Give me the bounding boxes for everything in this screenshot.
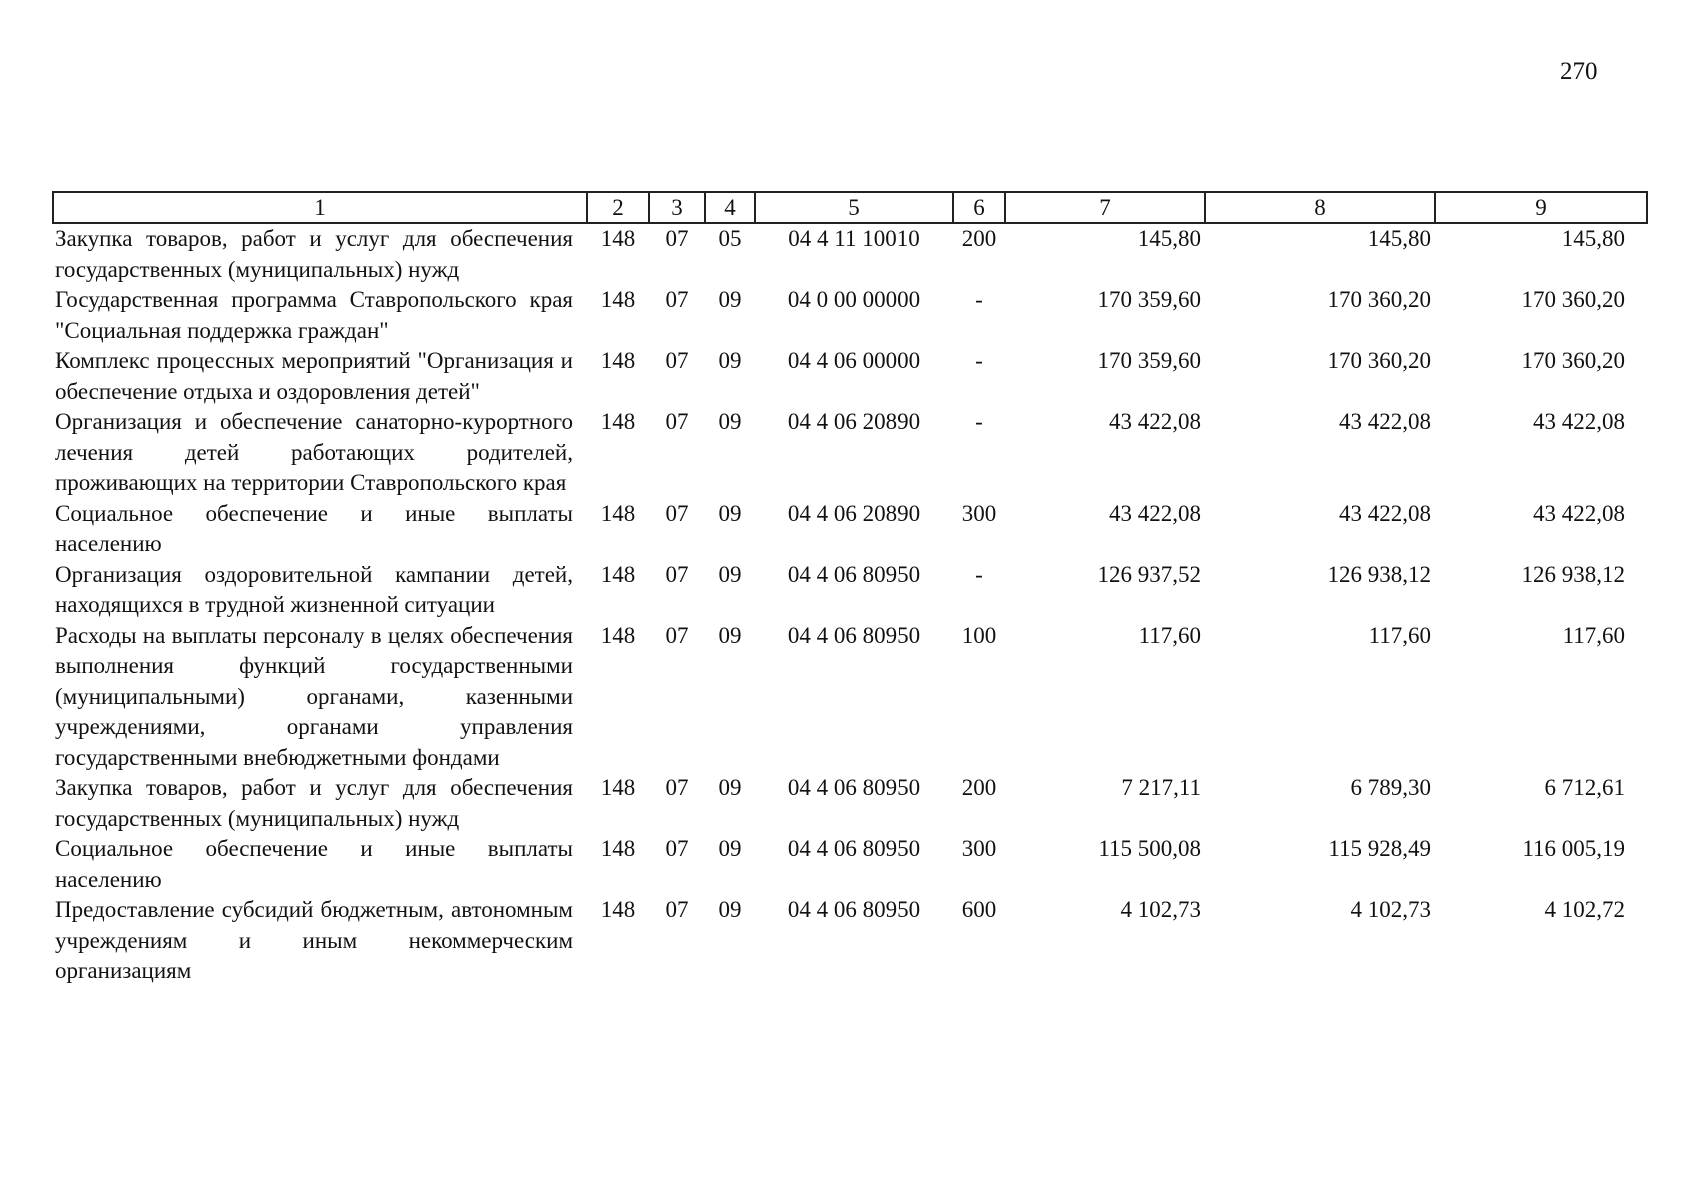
cell-amount-col9: 43 422,08 xyxy=(1533,500,1625,526)
cell-expense-type: 200 xyxy=(961,226,997,251)
row-description: Социальное обеспечение и иные выплаты населению xyxy=(55,836,573,892)
row-description: Закупка товаров, работ и услуг для обеспечения государственных (муниципальных) нужд xyxy=(55,226,573,282)
table-row xyxy=(53,895,1647,987)
row-description: Социальное обеспечение и иные выплаты населению xyxy=(55,500,573,556)
cell-section: 07 xyxy=(665,622,689,648)
cell-target-article: 04 4 06 00000 xyxy=(787,348,921,373)
cell-amount-col7: 170 359,60 xyxy=(1097,287,1201,312)
cell-amount-col7: 115 500,08 xyxy=(1098,836,1201,861)
table-header-row xyxy=(53,192,1647,223)
cell-expense-type: - xyxy=(975,348,983,373)
column-header: 8 xyxy=(1205,192,1435,223)
cell-subsection: 09 xyxy=(718,287,742,312)
cell-section: 07 xyxy=(665,897,689,922)
cell-target-article: 04 4 06 80950 xyxy=(787,897,921,922)
row-description: Организация оздоровительной кампании детей, находящихся в трудной жизненной ситуации xyxy=(55,561,573,617)
cell-target-article: 04 4 06 20890 xyxy=(787,500,921,526)
cell-expense-type: - xyxy=(975,561,983,587)
table-row xyxy=(53,834,1647,895)
cell-amount-col8: 145,80 xyxy=(1367,226,1431,251)
cell-amount-col8: 170 360,20 xyxy=(1327,287,1431,312)
row-description: Организация и обеспечение санаторно-курортного лечения детей работающих родителей, проживающих на территории Ставропольского края xyxy=(55,409,573,495)
cell-subsection: 09 xyxy=(718,836,742,861)
cell-amount-col9: 126 938,12 xyxy=(1521,561,1625,587)
cell-ministry-code: 148 xyxy=(600,561,636,587)
cell-amount-col7: 43 422,08 xyxy=(1109,409,1201,434)
cell-expense-type: 300 xyxy=(961,500,997,526)
column-header: 4 xyxy=(705,192,755,223)
cell-amount-col8: 117,60 xyxy=(1368,622,1431,648)
cell-target-article: 04 4 11 10010 xyxy=(788,226,920,251)
column-header: 7 xyxy=(1005,192,1205,223)
cell-expense-type: 200 xyxy=(961,775,997,800)
row-description: Комплекс процессных мероприятий "Организация и обеспечение отдыха и оздоровления детей" xyxy=(55,348,573,404)
cell-expense-type: 300 xyxy=(961,836,997,861)
cell-ministry-code: 148 xyxy=(600,836,636,861)
row-description: Предоставление субсидий бюджетным, автономным учреждениям и иным некоммерческим организациям xyxy=(55,897,573,983)
table-row xyxy=(53,773,1647,834)
cell-amount-col9: 117,60 xyxy=(1562,622,1625,648)
cell-amount-col9: 4 102,72 xyxy=(1544,897,1625,922)
cell-amount-col8: 4 102,73 xyxy=(1350,897,1431,922)
cell-expense-type: 600 xyxy=(961,897,997,922)
cell-amount-col7: 7 217,11 xyxy=(1121,775,1201,800)
budget-table xyxy=(52,191,1648,987)
cell-section: 07 xyxy=(665,775,689,800)
cell-subsection: 05 xyxy=(718,226,742,251)
cell-expense-type: - xyxy=(975,409,983,434)
cell-amount-col9: 116 005,19 xyxy=(1522,836,1625,861)
table-row xyxy=(53,499,1647,560)
cell-amount-col7: 117,60 xyxy=(1138,622,1201,648)
column-header: 5 xyxy=(755,192,953,223)
column-header: 9 xyxy=(1435,192,1647,223)
cell-section: 07 xyxy=(665,287,689,312)
cell-subsection: 09 xyxy=(718,775,742,800)
cell-amount-col7: 170 359,60 xyxy=(1097,348,1201,373)
table-row xyxy=(53,560,1647,621)
cell-amount-col8: 170 360,20 xyxy=(1327,348,1431,373)
table-row xyxy=(53,223,1647,285)
cell-ministry-code: 148 xyxy=(600,226,636,251)
cell-amount-col9: 170 360,20 xyxy=(1521,287,1625,312)
cell-target-article: 04 0 00 00000 xyxy=(787,287,921,312)
cell-subsection: 09 xyxy=(718,409,742,434)
cell-amount-col9: 43 422,08 xyxy=(1533,409,1625,434)
column-header: 6 xyxy=(953,192,1005,223)
cell-amount-col9: 170 360,20 xyxy=(1521,348,1625,373)
cell-amount-col7: 43 422,08 xyxy=(1109,500,1201,526)
cell-subsection: 09 xyxy=(718,622,742,648)
column-header: 3 xyxy=(649,192,705,223)
cell-ministry-code: 148 xyxy=(600,775,636,800)
cell-target-article: 04 4 06 80950 xyxy=(787,775,921,800)
cell-ministry-code: 148 xyxy=(600,287,636,312)
cell-subsection: 09 xyxy=(718,897,742,922)
column-header: 2 xyxy=(587,192,649,223)
cell-ministry-code: 148 xyxy=(600,409,636,434)
cell-amount-col8: 126 938,12 xyxy=(1327,561,1431,587)
cell-ministry-code: 148 xyxy=(600,897,636,922)
cell-amount-col7: 4 102,73 xyxy=(1120,897,1201,922)
cell-section: 07 xyxy=(665,561,689,587)
row-description: Закупка товаров, работ и услуг для обеспечения государственных (муниципальных) нужд xyxy=(55,775,573,831)
table-row xyxy=(53,407,1647,499)
table-row xyxy=(53,621,1647,774)
cell-target-article: 04 4 06 80950 xyxy=(787,836,921,861)
cell-amount-col8: 43 422,08 xyxy=(1339,409,1431,434)
cell-amount-col8: 43 422,08 xyxy=(1339,500,1431,526)
cell-ministry-code: 148 xyxy=(600,348,636,373)
cell-amount-col7: 126 937,52 xyxy=(1097,561,1201,587)
cell-section: 07 xyxy=(665,226,689,251)
cell-amount-col9: 145,80 xyxy=(1561,226,1625,251)
cell-ministry-code: 148 xyxy=(600,500,636,526)
cell-subsection: 09 xyxy=(718,348,742,373)
cell-ministry-code: 148 xyxy=(600,622,636,648)
cell-target-article: 04 4 06 80950 xyxy=(787,561,921,587)
table-row xyxy=(53,285,1647,346)
cell-section: 07 xyxy=(665,500,689,526)
table-row xyxy=(53,346,1647,407)
cell-subsection: 09 xyxy=(718,500,742,526)
cell-section: 07 xyxy=(665,348,689,373)
cell-target-article: 04 4 06 80950 xyxy=(787,622,921,648)
cell-amount-col8: 6 789,30 xyxy=(1350,775,1431,800)
cell-amount-col7: 145,80 xyxy=(1137,226,1201,251)
page-number: 270 xyxy=(1560,58,1598,85)
cell-section: 07 xyxy=(665,836,689,861)
cell-expense-type: 100 xyxy=(961,622,997,648)
column-header: 1 xyxy=(53,192,587,223)
cell-section: 07 xyxy=(665,409,689,434)
cell-subsection: 09 xyxy=(718,561,742,587)
cell-amount-col8: 115 928,49 xyxy=(1328,836,1431,861)
row-description: Государственная программа Ставропольского края "Социальная поддержка граждан" xyxy=(55,287,573,343)
cell-target-article: 04 4 06 20890 xyxy=(787,409,921,434)
row-description: Расходы на выплаты персоналу в целях обеспечения выполнения функций государственными (муниципальными) органами, казенными учреждениями, органами управления государственными внебюджетными фондами xyxy=(55,622,573,770)
cell-amount-col9: 6 712,61 xyxy=(1544,775,1625,800)
cell-expense-type: - xyxy=(975,287,983,312)
